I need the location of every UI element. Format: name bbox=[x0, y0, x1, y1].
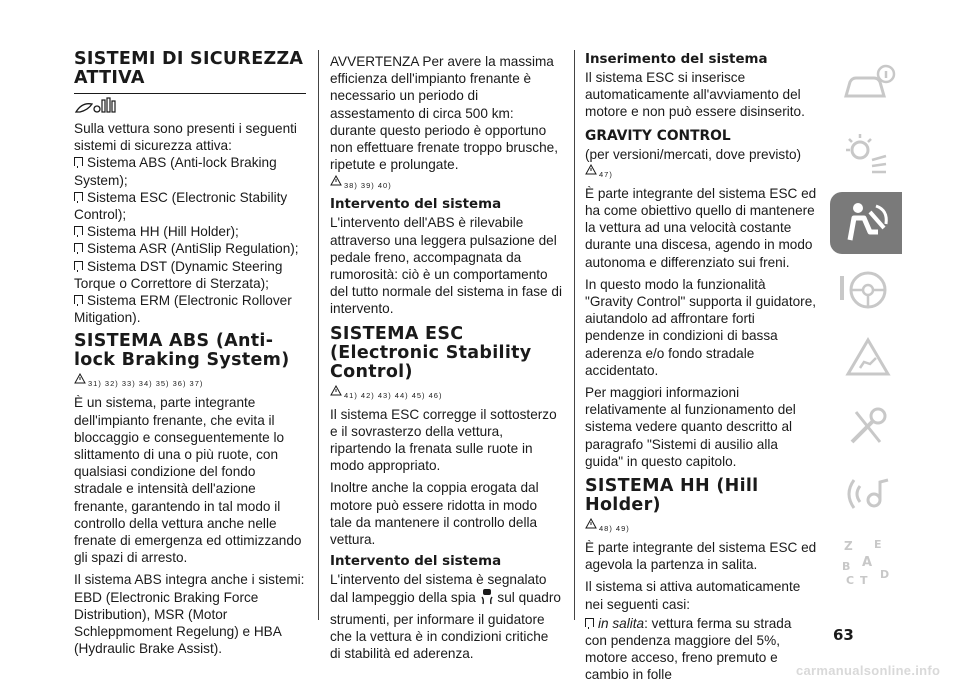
hh-heading: SISTEMA HH (Hill Holder) bbox=[585, 476, 759, 516]
tools-icon bbox=[840, 402, 896, 450]
abs-paragraph-2: Il sistema ABS integra anche i sistemi: EBD (Electronic Braking Force Distribution), MSR (Motor Schleppmoment Regelung) e HBA (Hydraulic Brake Assist). bbox=[74, 572, 305, 657]
column-2 bbox=[330, 53, 562, 667]
subheading: Intervento del sistema bbox=[330, 197, 502, 213]
index-letter: Z bbox=[844, 539, 853, 553]
car-info-icon bbox=[840, 62, 896, 110]
index-letter: A bbox=[862, 555, 873, 570]
gravity-subtitle: (per versioni/mercati, dove previsto) bbox=[585, 146, 802, 162]
bullet-icon bbox=[74, 192, 83, 201]
lights-icon bbox=[840, 130, 896, 178]
tab-car-info[interactable] bbox=[830, 56, 902, 118]
index-letter: C bbox=[846, 574, 855, 586]
avvertenza-text: AVVERTENZA Per avere la massima efficienza dell'impianto frenante è necessario un periodo di assestamento di circa 500 km: durante questo periodo è opportuno non effettuare frenate troppo brusche, ripetute e prolungate. bbox=[330, 54, 558, 173]
esc-warning-light-icon bbox=[480, 588, 494, 610]
index-icon bbox=[840, 538, 896, 586]
page-number: 63 bbox=[833, 626, 854, 644]
hh-paragraph-2: Il sistema si attiva automaticamente nei seguenti casi: bbox=[585, 579, 801, 612]
index-letter: D bbox=[880, 568, 890, 581]
tab-safety[interactable] bbox=[830, 192, 902, 254]
bullet-icon bbox=[74, 295, 83, 304]
gravity-paragraph-1: È parte integrante del sistema ESC ed ha come obiettivo quello di mantenere la vettura ad una velocità costante durante una discesa, agendo in modo autonoma e differenziato sui freni. bbox=[585, 185, 817, 270]
list-item: Sistema ASR (AntiSlip Regulation); bbox=[74, 240, 306, 257]
intervento-abs-text: L'intervento dell'ABS è rilevabile attraverso una leggera pulsazione del pedale freno, accompagnata da rumorosità: ciò è un comportamento del tutto normale del sistema in fase di intervento. bbox=[330, 215, 562, 317]
warning-icon bbox=[585, 518, 597, 529]
list-item: Sistema ABS (Anti-lock Braking System); bbox=[74, 155, 277, 188]
column-divider bbox=[318, 50, 319, 620]
subheading: Inserimento del sistema bbox=[585, 52, 768, 67]
column-divider bbox=[574, 50, 575, 620]
ecology-icon bbox=[74, 96, 306, 118]
warning-refs: 41) 42) 43) 44) 45) 46) bbox=[330, 385, 562, 402]
tab-media[interactable] bbox=[830, 464, 902, 526]
index-letter: B bbox=[842, 560, 851, 573]
tab-tools[interactable] bbox=[830, 396, 902, 458]
gravity-paragraph-2: In questo modo la funzionalità "Gravity Control" supporta il guidatore, aiutandolo ad affrontare forti pendenze in condizioni di bassa aderenza e/o fondo stradale accidentato. bbox=[585, 276, 817, 378]
watermark: carmanualsonline.info bbox=[796, 663, 941, 678]
hazard-icon bbox=[840, 334, 896, 382]
steering-icon bbox=[840, 266, 896, 314]
seat-safety-icon bbox=[840, 198, 896, 246]
warning-refs: 48) 49) bbox=[585, 518, 817, 535]
warning-icon bbox=[74, 373, 86, 384]
index-letter: E bbox=[874, 538, 882, 551]
warning-refs: 38) 39) 40) bbox=[330, 175, 562, 192]
esc-paragraph-2: Inoltre anche la coppia erogata dal motore può essere ridotta in modo tale da mantenere il controllo della vettura. bbox=[330, 480, 539, 548]
gravity-heading: GRAVITY CONTROL bbox=[585, 127, 731, 144]
warning-refs: 47) bbox=[585, 164, 817, 181]
tab-lights[interactable] bbox=[830, 124, 902, 186]
warning-icon bbox=[585, 164, 597, 175]
warning-icon bbox=[330, 175, 342, 186]
index-letter: T bbox=[860, 574, 868, 586]
intro-text: Sulla vettura sono presenti i seguenti sistemi di sicurezza attiva: bbox=[74, 121, 297, 154]
section-title: SISTEMI DI SICUREZZA ATTIVA bbox=[74, 50, 306, 94]
list-item: Sistema DST (Dynamic Steering Torque o Correttore di Sterzata); bbox=[74, 258, 283, 291]
tab-index[interactable] bbox=[830, 532, 902, 594]
warning-icon bbox=[330, 385, 342, 396]
esc-heading: SISTEMA ESC (Electronic Stability Control) bbox=[330, 323, 532, 382]
warning-refs: 31) 32) 33) 34) 35) 36) 37) bbox=[74, 373, 306, 390]
bullet-icon bbox=[74, 157, 83, 166]
abs-paragraph-1: È un sistema, parte integrante dell'impianto frenante, che evita il bloccaggio e conseguentemente lo slittamento di una o più ruote, con qualsiasi condizione del fondo stradale e intensità dell'azione frenante, garantendo in tal modo il controllo della vettura anche nelle frenate di emergenza ed ottimizzando gli spazi di arresto. bbox=[74, 395, 302, 566]
inserimento-text: Il sistema ESC si inserisce automaticamente all'avviamento del motore e non può essere disinserito. bbox=[585, 70, 805, 120]
gravity-paragraph-3: Per maggiori informazioni relativamente al funzionamento del sistema vedere quanto descritto al paragrafo "Sistemi di ausilio alla guida" in questo capitolo. bbox=[585, 385, 796, 469]
intervento-esc-text: L'intervento del sistema è segnalato dal lampeggio della spia sul quadro strumenti, per informare il guidatore che la vettura è in condizioni critiche di stabilità ed aderenza. bbox=[330, 572, 561, 662]
media-icon bbox=[840, 470, 896, 518]
bullet-icon bbox=[585, 618, 594, 627]
chapter-tabs bbox=[830, 56, 902, 600]
tab-hazard[interactable] bbox=[830, 328, 902, 390]
column-3 bbox=[585, 51, 817, 683]
subheading: Intervento del sistema bbox=[330, 554, 502, 570]
esc-paragraph-1: Il sistema ESC corregge il sottosterzo e il sovrasterzo della vettura, ripartendo la frenata sulle ruote in modo appropriato. bbox=[330, 406, 557, 474]
list-item: Sistema ESC (Electronic Stability Control); bbox=[74, 189, 288, 223]
bullet-icon bbox=[74, 243, 83, 252]
bullet-icon bbox=[74, 261, 83, 270]
hh-paragraph-1: È parte integrante del sistema ESC ed agevola la partenza in salita. bbox=[585, 540, 817, 573]
abs-heading: SISTEMA ABS (Anti-lock Braking System) bbox=[74, 331, 290, 371]
bullet-icon bbox=[74, 226, 83, 235]
list-item: Sistema HH (Hill Holder); bbox=[74, 223, 306, 240]
column-1 bbox=[74, 50, 306, 662]
tab-steering[interactable] bbox=[830, 260, 902, 322]
list-item: Sistema ERM (Electronic Rollover Mitigation). bbox=[74, 293, 292, 326]
list-item: in salita: vettura ferma su strada con pendenza maggiore del 5%, motore acceso, freno premuto e cambio in folle bbox=[585, 615, 792, 683]
